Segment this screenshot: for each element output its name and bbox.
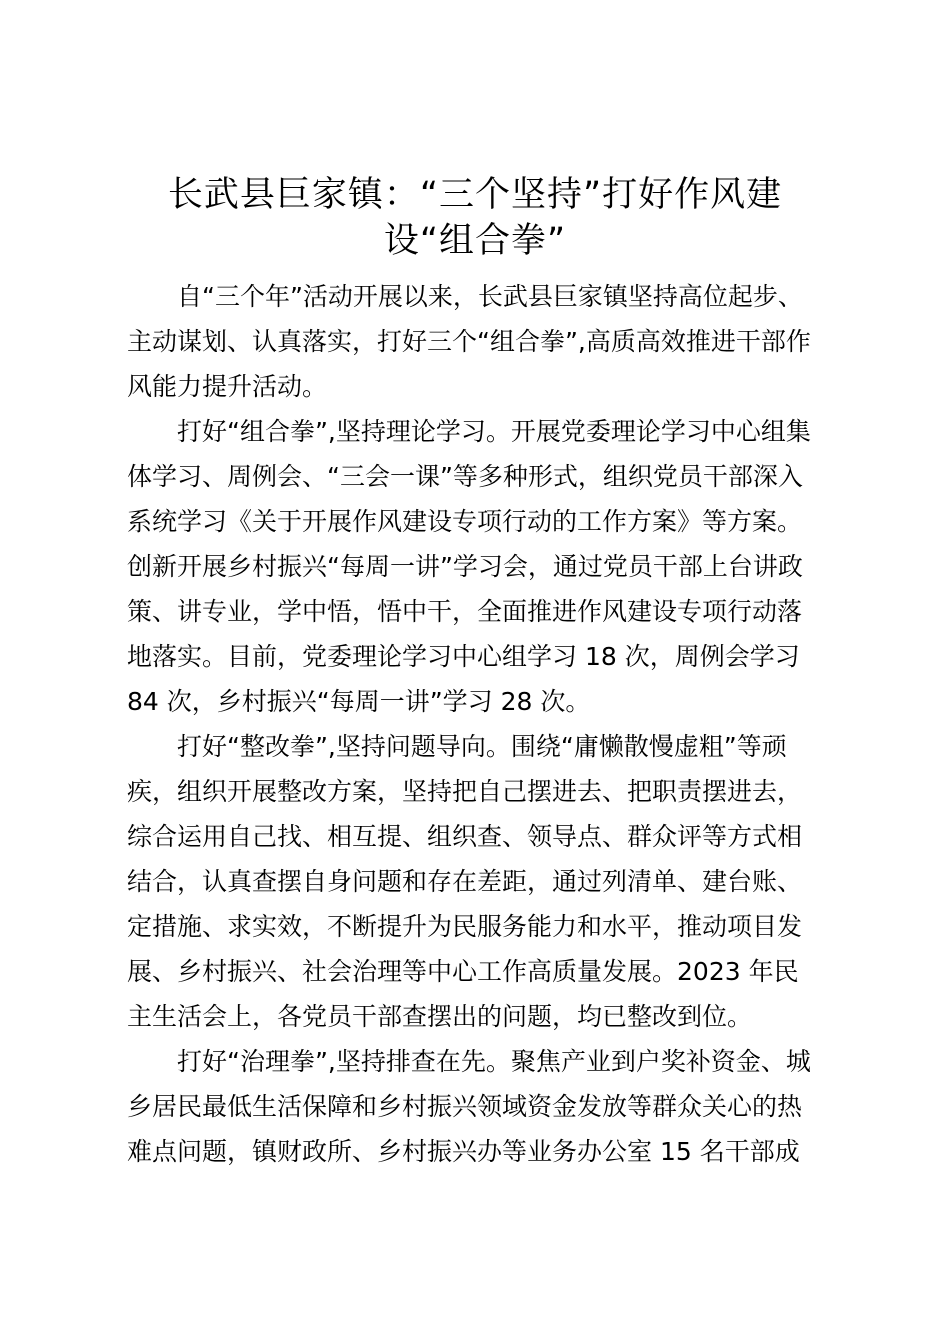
document-body bbox=[127, 274, 831, 1174]
paragraph-rectification bbox=[127, 724, 831, 1039]
title-line-1: 长武县巨家镇：“三个坚持”打好作风建 bbox=[167, 175, 783, 215]
paragraph-governance bbox=[127, 1039, 831, 1174]
text-line: 定措施、求实效，不断提升为民服务能力和水平，推动项目发 bbox=[127, 912, 803, 941]
text-line: 主生活会上，各党员干部查摆出的问题，均已整改到位。 bbox=[127, 1002, 753, 1031]
document-title bbox=[120, 172, 830, 264]
text-line: 乡居民最低生活保障和乡村振兴领域资金发放等群众关心的热 bbox=[127, 1092, 803, 1121]
text-line: 风能力提升活动。 bbox=[127, 372, 328, 401]
text-line: 难点问题，镇财政所、乡村振兴办等业务办公室 15 名干部成 bbox=[127, 1137, 800, 1166]
text-line: 84 次，乡村振兴“每周一讲”学习 28 次。 bbox=[127, 687, 591, 716]
text-line: 展、乡村振兴、社会治理等中心工作高质量发展。2023 年民 bbox=[127, 957, 799, 986]
text-line: 打好“整改拳”,坚持问题导向。围绕“庸懒散慢虚粗”等顽 bbox=[177, 732, 787, 761]
text-line: 打好“组合拳”,坚持理论学习。开展党委理论学习中心组集 bbox=[177, 417, 811, 446]
paragraph-theory-study bbox=[127, 409, 831, 724]
text-line: 创新开展乡村振兴“每周一讲”学习会，通过党员干部上台讲政 bbox=[127, 552, 803, 581]
text-line: 体学习、周例会、“三会一课”等多种形式，组织党员干部深入 bbox=[127, 462, 803, 491]
paragraph-intro bbox=[127, 274, 831, 409]
text-line: 打好“治理拳”,坚持排查在先。聚焦产业到户奖补资金、城 bbox=[177, 1047, 811, 1076]
title-line-2: 设“组合拳” bbox=[383, 221, 567, 261]
text-line: 策、讲专业，学中悟，悟中干，全面推进作风建设专项行动落 bbox=[127, 597, 803, 626]
text-line: 结合，认真查摆自身问题和存在差距，通过列清单、建台账、 bbox=[127, 867, 803, 896]
text-line: 地落实。目前，党委理论学习中心组学习 18 次，周例会学习 bbox=[127, 642, 800, 671]
text-line: 系统学习《关于开展作风建设专项行动的工作方案》等方案。 bbox=[127, 507, 803, 536]
text-line: 自“三个年”活动开展以来，长武县巨家镇坚持高位起步、 bbox=[177, 282, 803, 311]
text-line: 综合运用自己找、相互提、组织查、领导点、群众评等方式相 bbox=[127, 822, 803, 851]
text-line: 疾，组织开展整改方案，坚持把自己摆进去、把职责摆进去， bbox=[127, 777, 803, 806]
text-line: 主动谋划、认真落实，打好三个“组合拳”,高质高效推进干部作 bbox=[127, 327, 811, 356]
